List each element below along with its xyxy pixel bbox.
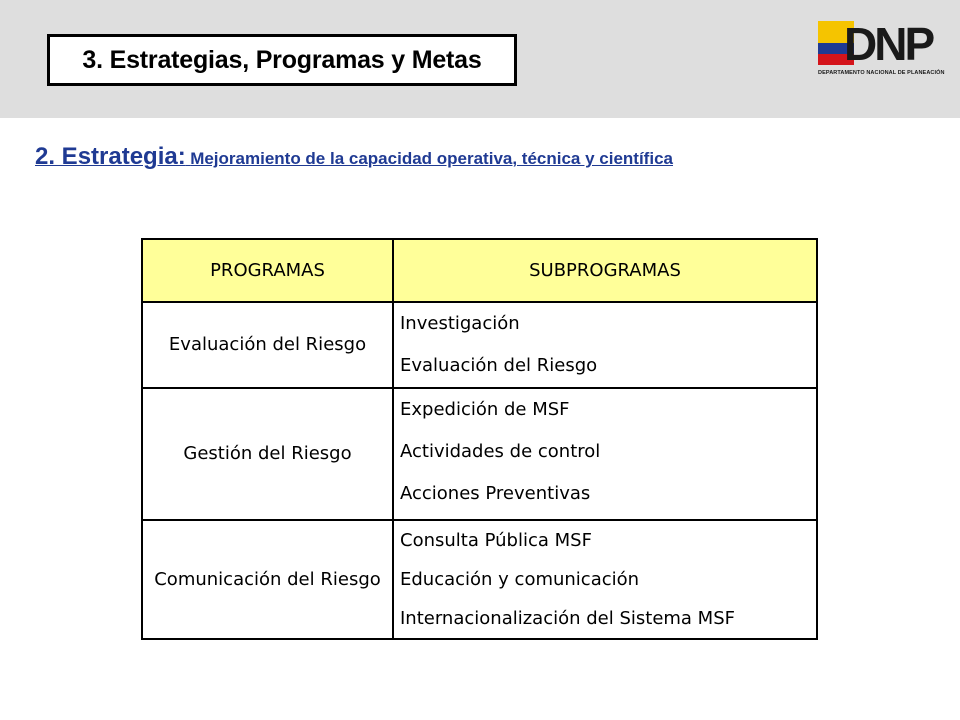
table-row: [142, 302, 817, 388]
subprogram-item: Actividades de control: [400, 441, 601, 462]
program-name: Comunicación del Riesgo: [154, 568, 381, 590]
strategy-heading: [35, 143, 673, 171]
subprogram-cell: [393, 388, 817, 520]
header-band: [0, 0, 960, 118]
table-header-row: [142, 239, 817, 302]
subprogram-item: Educación y comunicación: [400, 569, 640, 590]
dnp-logo: [818, 18, 950, 82]
table-row: [142, 520, 817, 639]
logo-caption: DEPARTAMENTO NACIONAL DE PLANEACIÓN: [818, 70, 945, 76]
programs-table: [141, 238, 818, 640]
program-name: Evaluación del Riesgo: [168, 334, 367, 355]
header-programs: PROGRAMAS: [142, 239, 393, 302]
header-subprograms: SUBPROGRAMAS: [393, 239, 817, 302]
program-cell: [142, 388, 393, 520]
program-name: Gestión del Riesgo: [183, 443, 352, 464]
program-cell: [142, 302, 393, 388]
subprogram-cell: [393, 520, 817, 639]
section-title: 3. Estrategias, Programas y Metas: [82, 45, 482, 74]
strategy-description: Mejoramiento de la capacidad operativa, técnica y científica: [190, 149, 673, 168]
strategy-number: 2. Estrategia:: [35, 143, 186, 170]
subprogram-item: Acciones Preventivas: [400, 483, 591, 504]
logo-wordmark: DNP: [844, 18, 933, 70]
subprogram-item: Expedición de MSF: [400, 399, 570, 420]
subprogram-item: Evaluación del Riesgo: [400, 355, 598, 376]
subprogram-item: Investigación: [400, 313, 520, 334]
subprogram-item: Internacionalización del Sistema MSF: [400, 608, 735, 629]
subprogram-cell: [393, 302, 817, 388]
program-cell: [142, 520, 393, 639]
table-row: [142, 388, 817, 520]
subprogram-item: Consulta Pública MSF: [400, 530, 592, 551]
section-title-box: [47, 34, 517, 86]
